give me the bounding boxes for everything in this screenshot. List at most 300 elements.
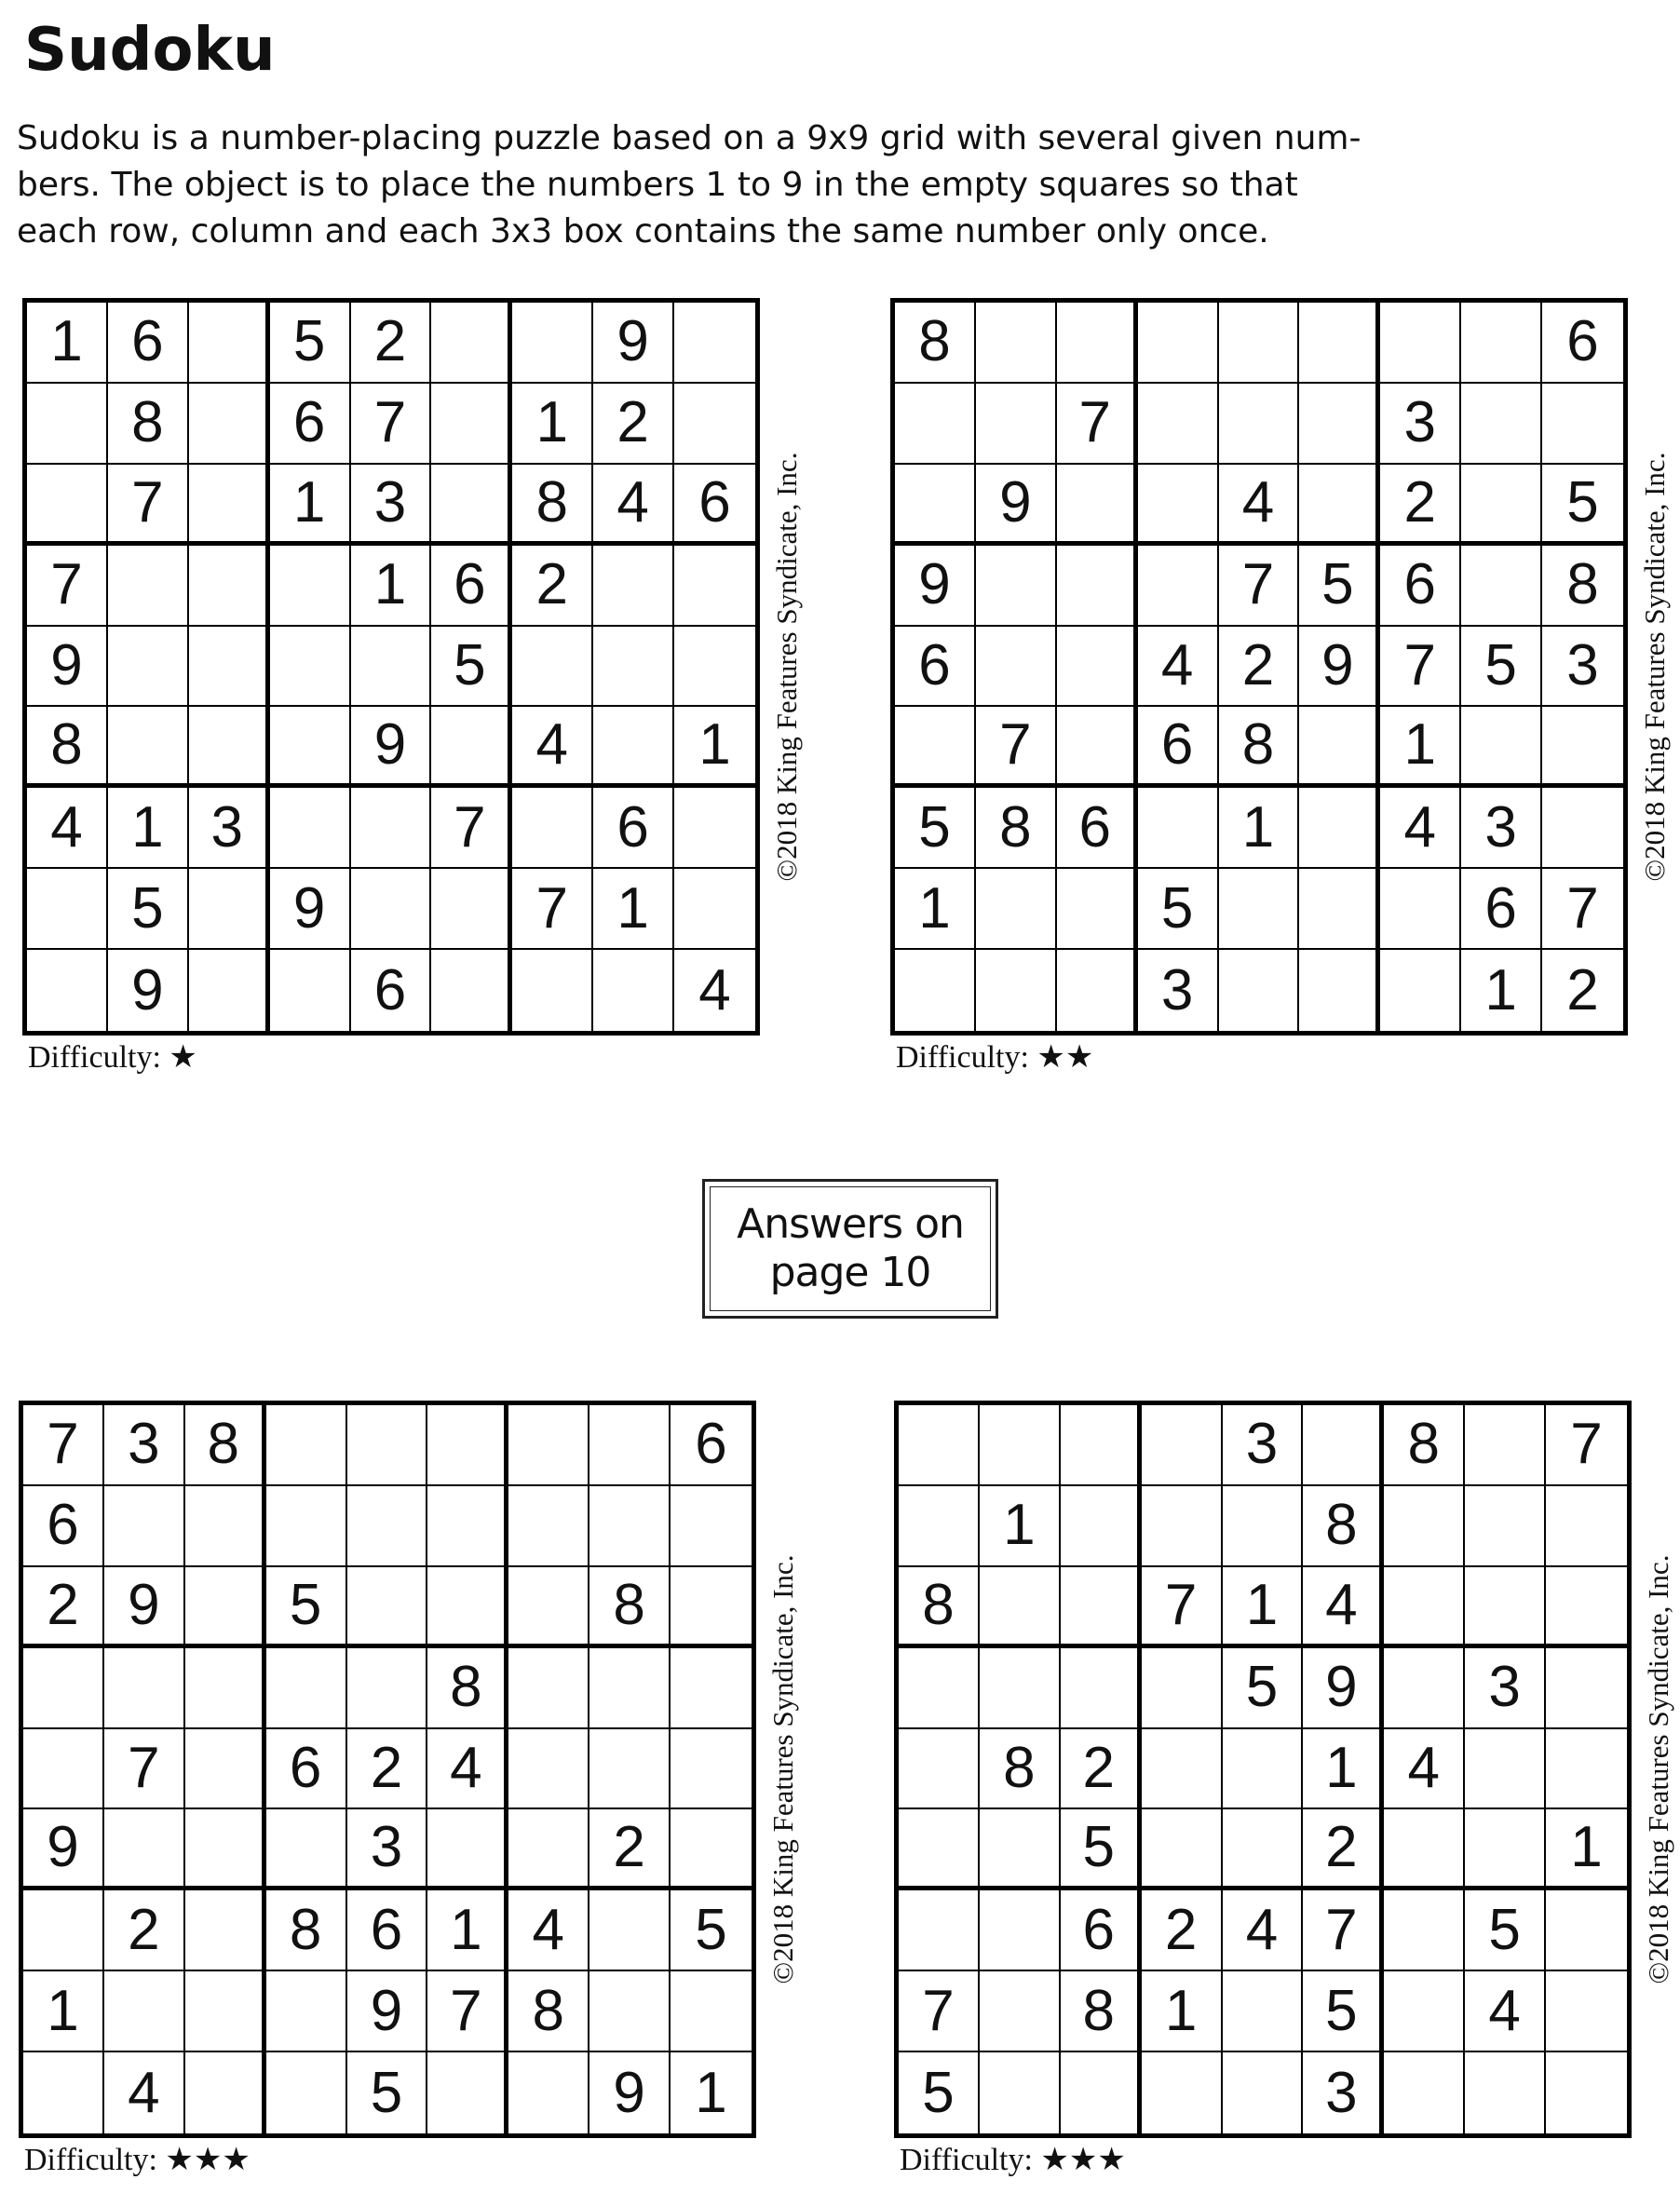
given-number-cell: 9	[589, 2052, 671, 2133]
empty-cell[interactable]	[512, 627, 593, 708]
empty-cell[interactable]	[185, 1567, 266, 1648]
given-number-cell: 1	[270, 465, 351, 546]
empty-cell[interactable]	[189, 950, 270, 1031]
empty-cell[interactable]	[593, 707, 674, 788]
empty-cell[interactable]	[980, 1890, 1061, 1971]
given-number-cell: 5	[899, 2052, 980, 2133]
sudoku-puzzle-2	[890, 298, 1680, 1099]
empty-cell[interactable]	[1546, 1486, 1627, 1567]
given-number-cell: 2	[351, 303, 432, 384]
empty-cell[interactable]	[1061, 1567, 1142, 1648]
empty-cell[interactable]	[266, 1648, 347, 1729]
given-number-cell: 4	[1384, 1729, 1465, 1810]
empty-cell[interactable]	[270, 950, 351, 1031]
given-number-cell: 6	[671, 1405, 752, 1486]
empty-cell[interactable]	[266, 1971, 347, 2052]
empty-cell[interactable]	[431, 950, 512, 1031]
given-number-cell: 2	[1566, 957, 1599, 1022]
empty-cell[interactable]	[1138, 546, 1219, 627]
empty-cell[interactable]	[980, 1809, 1061, 1890]
empty-cell[interactable]	[1303, 1405, 1384, 1486]
empty-cell[interactable]	[1299, 950, 1380, 1031]
given-number-cell: 7	[1546, 1405, 1627, 1486]
empty-cell[interactable]	[351, 788, 432, 869]
empty-cell[interactable]	[671, 1729, 752, 1810]
given-number-cell: 4	[1223, 1890, 1304, 1971]
intro-line: Sudoku is a number-placing puzzle based on a 9x9 grid with several given num-	[17, 119, 1362, 157]
empty-cell[interactable]	[1142, 2052, 1223, 2133]
empty-cell[interactable]	[1061, 1405, 1142, 1486]
empty-cell[interactable]	[976, 384, 1057, 465]
empty-cell[interactable]	[1461, 465, 1542, 546]
given-number-cell: 5	[1061, 1809, 1142, 1890]
given-number-cell: 6	[270, 384, 351, 465]
empty-cell[interactable]	[1223, 2052, 1304, 2133]
empty-cell[interactable]	[189, 627, 270, 708]
empty-cell[interactable]	[589, 1729, 671, 1810]
empty-cell[interactable]	[508, 1809, 589, 1890]
empty-cell[interactable]	[1138, 384, 1219, 465]
empty-cell[interactable]	[895, 465, 976, 546]
empty-cell[interactable]	[1138, 788, 1219, 869]
given-number-cell: 7	[1303, 1890, 1384, 1971]
empty-cell[interactable]	[899, 1648, 980, 1729]
empty-cell[interactable]	[1142, 1729, 1223, 1810]
empty-cell[interactable]	[1299, 869, 1380, 950]
given-number-cell: 1	[23, 1971, 104, 2052]
empty-cell[interactable]	[589, 1971, 671, 2052]
empty-cell[interactable]	[1461, 303, 1542, 384]
empty-cell[interactable]	[1138, 465, 1219, 546]
empty-cell[interactable]	[1380, 303, 1461, 384]
given-number-cell: 3	[1542, 627, 1623, 708]
difficulty-label: Difficulty: ★★	[896, 1040, 1094, 1075]
given-number-cell: 4	[1138, 627, 1219, 708]
empty-cell[interactable]	[1223, 1486, 1304, 1567]
empty-cell[interactable]	[431, 303, 512, 384]
given-number-cell: 7	[1542, 869, 1623, 950]
given-number-cell: 4	[512, 707, 593, 788]
empty-cell[interactable]	[671, 1486, 752, 1567]
sudoku-grid	[894, 1401, 1632, 2138]
empty-cell[interactable]	[1542, 384, 1623, 465]
given-number-cell: 1	[512, 384, 593, 465]
given-number-cell: 8	[980, 1729, 1061, 1810]
given-number-cell: 2	[1303, 1809, 1384, 1890]
empty-cell[interactable]	[976, 950, 1057, 1031]
empty-cell[interactable]	[1057, 950, 1138, 1031]
given-number-cell: 2	[1061, 1729, 1142, 1810]
empty-cell[interactable]	[1380, 950, 1461, 1031]
given-number-cell: 3	[1461, 788, 1542, 869]
given-number-cell: 5	[266, 1567, 347, 1648]
sudoku-grid	[22, 298, 760, 1036]
given-number-cell: 8	[895, 303, 976, 384]
given-number-cell: 4	[1380, 788, 1461, 869]
given-number-cell: 6	[431, 546, 512, 627]
empty-cell[interactable]	[1384, 1890, 1465, 1971]
copyright-notice: ©2018 King Features Syndicate, Inc.	[1638, 452, 1671, 882]
empty-cell[interactable]	[1057, 465, 1138, 546]
empty-cell[interactable]	[1299, 465, 1380, 546]
empty-cell[interactable]	[108, 546, 189, 627]
given-number-cell: 9	[593, 303, 674, 384]
given-number-cell: 6	[347, 1890, 428, 1971]
given-number-cell: 6	[1542, 303, 1623, 384]
empty-cell[interactable]	[512, 788, 593, 869]
given-number-cell: 9	[347, 1971, 428, 2052]
given-number-cell: 8	[976, 788, 1057, 869]
empty-cell[interactable]	[674, 384, 755, 465]
empty-cell[interactable]	[427, 1486, 508, 1567]
empty-cell[interactable]	[895, 707, 976, 788]
given-number-cell: 6	[895, 627, 976, 708]
given-number-cell: 3	[1380, 384, 1461, 465]
empty-cell[interactable]	[980, 1567, 1061, 1648]
empty-cell[interactable]	[104, 1809, 185, 1890]
empty-cell[interactable]	[899, 1486, 980, 1567]
sudoku-grid	[890, 298, 1628, 1036]
given-number-cell: 5	[1138, 869, 1219, 950]
empty-cell[interactable]	[1061, 1486, 1142, 1567]
empty-cell[interactable]	[1542, 707, 1623, 788]
empty-cell[interactable]	[593, 546, 674, 627]
empty-cell[interactable]	[1546, 1729, 1627, 1810]
empty-cell[interactable]	[351, 627, 432, 708]
given-number-cell: 7	[1380, 627, 1461, 708]
intro-line: each row, column and each 3x3 box contains the same number only once.	[17, 212, 1269, 250]
given-number-cell: 1	[1223, 1567, 1304, 1648]
empty-cell[interactable]	[1219, 384, 1300, 465]
empty-cell[interactable]	[27, 384, 108, 465]
empty-cell[interactable]	[351, 869, 432, 950]
given-number-cell: 5	[270, 303, 351, 384]
empty-cell[interactable]	[593, 627, 674, 708]
empty-cell[interactable]	[1057, 303, 1138, 384]
empty-cell[interactable]	[347, 1486, 428, 1567]
given-number-cell: 7	[351, 384, 432, 465]
empty-cell[interactable]	[1299, 303, 1380, 384]
given-number-cell: 1	[351, 546, 432, 627]
given-number-cell: 9	[23, 1809, 104, 1890]
given-number-cell: 1	[27, 303, 108, 384]
empty-cell[interactable]	[593, 950, 674, 1031]
copyright-notice: ©2018 King Features Syndicate, Inc.	[770, 452, 803, 882]
empty-cell[interactable]	[1299, 707, 1380, 788]
empty-cell[interactable]	[1061, 2052, 1142, 2133]
empty-cell[interactable]	[1057, 546, 1138, 627]
empty-cell[interactable]	[1546, 2052, 1627, 2133]
empty-cell[interactable]	[431, 384, 512, 465]
empty-cell[interactable]	[976, 303, 1057, 384]
answers-note-line2: page 10	[769, 1249, 931, 1296]
empty-cell[interactable]	[104, 1648, 185, 1729]
given-number-cell: 6	[674, 465, 755, 546]
empty-cell[interactable]	[1465, 1405, 1546, 1486]
empty-cell[interactable]	[1461, 707, 1542, 788]
empty-cell[interactable]	[23, 1729, 104, 1810]
intro-paragraph	[17, 115, 1362, 255]
given-number-cell: 9	[104, 1567, 185, 1648]
empty-cell[interactable]	[1142, 1405, 1223, 1486]
given-number-cell: 6	[1380, 546, 1461, 627]
given-number-cell: 7	[108, 465, 189, 546]
empty-cell[interactable]	[674, 788, 755, 869]
empty-cell[interactable]	[1223, 1809, 1304, 1890]
empty-cell[interactable]	[674, 869, 755, 950]
empty-cell[interactable]	[1138, 303, 1219, 384]
given-number-cell: 8	[1303, 1486, 1384, 1567]
empty-cell[interactable]	[27, 950, 108, 1031]
given-number-cell: 1	[427, 1890, 508, 1971]
empty-cell[interactable]	[976, 869, 1057, 950]
empty-cell[interactable]	[512, 950, 593, 1031]
given-number-cell: 7	[427, 1971, 508, 2052]
empty-cell[interactable]	[266, 2052, 347, 2133]
empty-cell[interactable]	[104, 1486, 185, 1567]
empty-cell[interactable]	[270, 707, 351, 788]
empty-cell[interactable]	[1465, 1809, 1546, 1890]
empty-cell[interactable]	[1542, 788, 1623, 869]
given-number-cell: 2	[589, 1809, 671, 1890]
empty-cell[interactable]	[589, 1648, 671, 1729]
empty-cell[interactable]	[895, 384, 976, 465]
given-number-cell: 8	[512, 465, 593, 546]
empty-cell[interactable]	[895, 950, 976, 1031]
copyright-notice: ©2018 King Features Syndicate, Inc.	[766, 1554, 799, 1984]
empty-cell[interactable]	[1299, 788, 1380, 869]
given-number-cell: 8	[1061, 1971, 1142, 2052]
given-number-cell: 5	[108, 869, 189, 950]
empty-cell[interactable]	[1384, 1971, 1465, 2052]
empty-cell[interactable]	[266, 1809, 347, 1890]
empty-cell[interactable]	[427, 1405, 508, 1486]
empty-cell[interactable]	[189, 546, 270, 627]
empty-cell[interactable]	[104, 1971, 185, 2052]
empty-cell[interactable]	[899, 1809, 980, 1890]
empty-cell[interactable]	[189, 384, 270, 465]
empty-cell[interactable]	[1546, 1971, 1627, 2052]
empty-cell[interactable]	[1219, 303, 1300, 384]
empty-cell[interactable]	[108, 707, 189, 788]
empty-cell[interactable]	[1384, 2052, 1465, 2133]
empty-cell[interactable]	[1057, 707, 1138, 788]
empty-cell[interactable]	[1057, 869, 1138, 950]
given-number-cell: 5	[895, 788, 976, 869]
empty-cell[interactable]	[674, 546, 755, 627]
empty-cell[interactable]	[1465, 1486, 1546, 1567]
empty-cell[interactable]	[185, 1809, 266, 1890]
page-title: Sudoku	[24, 16, 276, 85]
empty-cell[interactable]	[508, 1405, 589, 1486]
empty-cell[interactable]	[108, 627, 189, 708]
empty-cell[interactable]	[189, 465, 270, 546]
empty-cell[interactable]	[431, 465, 512, 546]
empty-cell[interactable]	[1384, 1809, 1465, 1890]
given-number-cell: 4	[104, 2052, 185, 2133]
empty-cell[interactable]	[508, 1486, 589, 1567]
given-number-cell: 7	[1219, 546, 1300, 627]
given-number-cell: 5	[1542, 465, 1623, 546]
empty-cell[interactable]	[508, 2052, 589, 2133]
given-number-cell: 6	[266, 1729, 347, 1810]
empty-cell[interactable]	[674, 627, 755, 708]
given-number-cell: 9	[1299, 627, 1380, 708]
given-number-cell: 8	[1542, 546, 1623, 627]
sudoku-puzzle-4	[894, 1401, 1680, 2201]
empty-cell[interactable]	[189, 707, 270, 788]
empty-cell[interactable]	[512, 303, 593, 384]
empty-cell[interactable]	[185, 1729, 266, 1810]
given-number-cell: 7	[23, 1405, 104, 1486]
empty-cell[interactable]	[1465, 1567, 1546, 1648]
given-number-cell: 9	[108, 950, 189, 1031]
given-number-cell: 1	[1142, 1971, 1223, 2052]
empty-cell[interactable]	[1384, 1567, 1465, 1648]
given-number-cell: 1	[1303, 1729, 1384, 1810]
given-number-cell: 4	[698, 957, 731, 1022]
given-number-cell: 1	[1546, 1809, 1627, 1890]
given-number-cell: 6	[1061, 1890, 1142, 1971]
sudoku-puzzle-1	[22, 298, 860, 1099]
empty-cell[interactable]	[980, 1971, 1061, 2052]
empty-cell[interactable]	[589, 1405, 671, 1486]
empty-cell[interactable]	[185, 1486, 266, 1567]
given-number-cell: 4	[1465, 1971, 1546, 2052]
given-number-cell: 9	[976, 465, 1057, 546]
given-number-cell: 1	[1380, 707, 1461, 788]
empty-cell[interactable]	[1546, 1890, 1627, 1971]
empty-cell[interactable]	[976, 627, 1057, 708]
given-number-cell: 3	[1303, 2052, 1384, 2133]
empty-cell[interactable]	[1465, 1729, 1546, 1810]
empty-cell[interactable]	[189, 303, 270, 384]
empty-cell[interactable]	[185, 1648, 266, 1729]
given-number-cell: 4	[508, 1890, 589, 1971]
empty-cell[interactable]	[1057, 627, 1138, 708]
given-number-cell: 2	[347, 1729, 428, 1810]
empty-cell[interactable]	[427, 1809, 508, 1890]
empty-cell[interactable]	[1223, 1729, 1304, 1810]
empty-cell[interactable]	[1219, 950, 1300, 1031]
given-number-cell: 5	[1223, 1648, 1304, 1729]
given-number-cell: 7	[512, 869, 593, 950]
empty-cell[interactable]	[1219, 869, 1300, 950]
empty-cell[interactable]	[23, 2052, 104, 2133]
empty-cell[interactable]	[347, 1648, 428, 1729]
empty-cell[interactable]	[23, 1890, 104, 1971]
empty-cell[interactable]	[899, 1729, 980, 1810]
given-number-cell: 5	[1461, 627, 1542, 708]
empty-cell[interactable]	[27, 869, 108, 950]
given-number-cell: 8	[27, 707, 108, 788]
empty-cell[interactable]	[185, 2052, 266, 2133]
empty-cell[interactable]	[899, 1890, 980, 1971]
given-number-cell: 5	[671, 1890, 752, 1971]
empty-cell[interactable]	[23, 1648, 104, 1729]
answers-note-box	[702, 1179, 998, 1319]
empty-cell[interactable]	[1061, 1648, 1142, 1729]
empty-cell[interactable]	[1384, 1648, 1465, 1729]
empty-cell[interactable]	[270, 788, 351, 869]
given-number-cell: 9	[1303, 1648, 1384, 1729]
empty-cell[interactable]	[266, 1486, 347, 1567]
given-number-cell: 1	[108, 788, 189, 869]
given-number-cell: 2	[1380, 465, 1461, 546]
empty-cell[interactable]	[185, 1890, 266, 1971]
empty-cell[interactable]	[980, 1405, 1061, 1486]
empty-cell[interactable]	[1142, 1486, 1223, 1567]
empty-cell[interactable]	[1461, 546, 1542, 627]
empty-cell[interactable]	[427, 2052, 508, 2133]
empty-cell[interactable]	[189, 869, 270, 950]
empty-cell[interactable]	[1461, 384, 1542, 465]
empty-cell[interactable]	[1384, 1486, 1465, 1567]
given-number-cell: 5	[347, 2052, 428, 2133]
empty-cell[interactable]	[1546, 1648, 1627, 1729]
empty-cell[interactable]	[431, 869, 512, 950]
given-number-cell: 5	[1299, 546, 1380, 627]
empty-cell[interactable]	[589, 1486, 671, 1567]
empty-cell[interactable]	[270, 546, 351, 627]
difficulty-label: Difficulty: ★★★	[900, 2143, 1126, 2177]
empty-cell[interactable]	[671, 1809, 752, 1890]
empty-cell[interactable]	[270, 627, 351, 708]
given-number-cell: 2	[593, 384, 674, 465]
empty-cell[interactable]	[431, 707, 512, 788]
empty-cell[interactable]	[980, 1648, 1061, 1729]
empty-cell[interactable]	[27, 465, 108, 546]
given-number-cell: 4	[27, 788, 108, 869]
empty-cell[interactable]	[266, 1405, 347, 1486]
empty-cell[interactable]	[589, 1890, 671, 1971]
empty-cell[interactable]	[347, 1405, 428, 1486]
given-number-cell: 6	[1461, 869, 1542, 950]
empty-cell[interactable]	[674, 303, 755, 384]
empty-cell[interactable]	[427, 1567, 508, 1648]
empty-cell[interactable]	[671, 1567, 752, 1648]
given-number-cell: 7	[1057, 384, 1138, 465]
given-number-cell: 7	[976, 707, 1057, 788]
given-number-cell: 6	[1057, 788, 1138, 869]
empty-cell[interactable]	[1142, 1648, 1223, 1729]
empty-cell[interactable]	[1299, 384, 1380, 465]
empty-cell[interactable]	[1223, 1971, 1304, 2052]
given-number-cell: 8	[1219, 707, 1300, 788]
empty-cell[interactable]	[508, 1648, 589, 1729]
given-number-cell: 2	[23, 1567, 104, 1648]
empty-cell[interactable]	[899, 1405, 980, 1486]
empty-cell[interactable]	[671, 1971, 752, 2052]
given-number-cell: 2	[1142, 1890, 1223, 1971]
given-number-cell: 9	[351, 707, 432, 788]
empty-cell[interactable]	[508, 1567, 589, 1648]
empty-cell[interactable]	[508, 1729, 589, 1810]
empty-cell[interactable]	[1465, 2052, 1546, 2133]
empty-cell[interactable]	[671, 1648, 752, 1729]
given-number-cell: 3	[104, 1405, 185, 1486]
empty-cell[interactable]	[976, 546, 1057, 627]
empty-cell[interactable]	[347, 1567, 428, 1648]
empty-cell[interactable]	[980, 2052, 1061, 2133]
given-number-cell: 9	[270, 869, 351, 950]
empty-cell[interactable]	[1546, 1567, 1627, 1648]
given-number-cell: 9	[27, 627, 108, 708]
given-number-cell: 1	[980, 1486, 1061, 1567]
empty-cell[interactable]	[1380, 869, 1461, 950]
empty-cell[interactable]	[1142, 1809, 1223, 1890]
empty-cell[interactable]	[185, 1971, 266, 2052]
